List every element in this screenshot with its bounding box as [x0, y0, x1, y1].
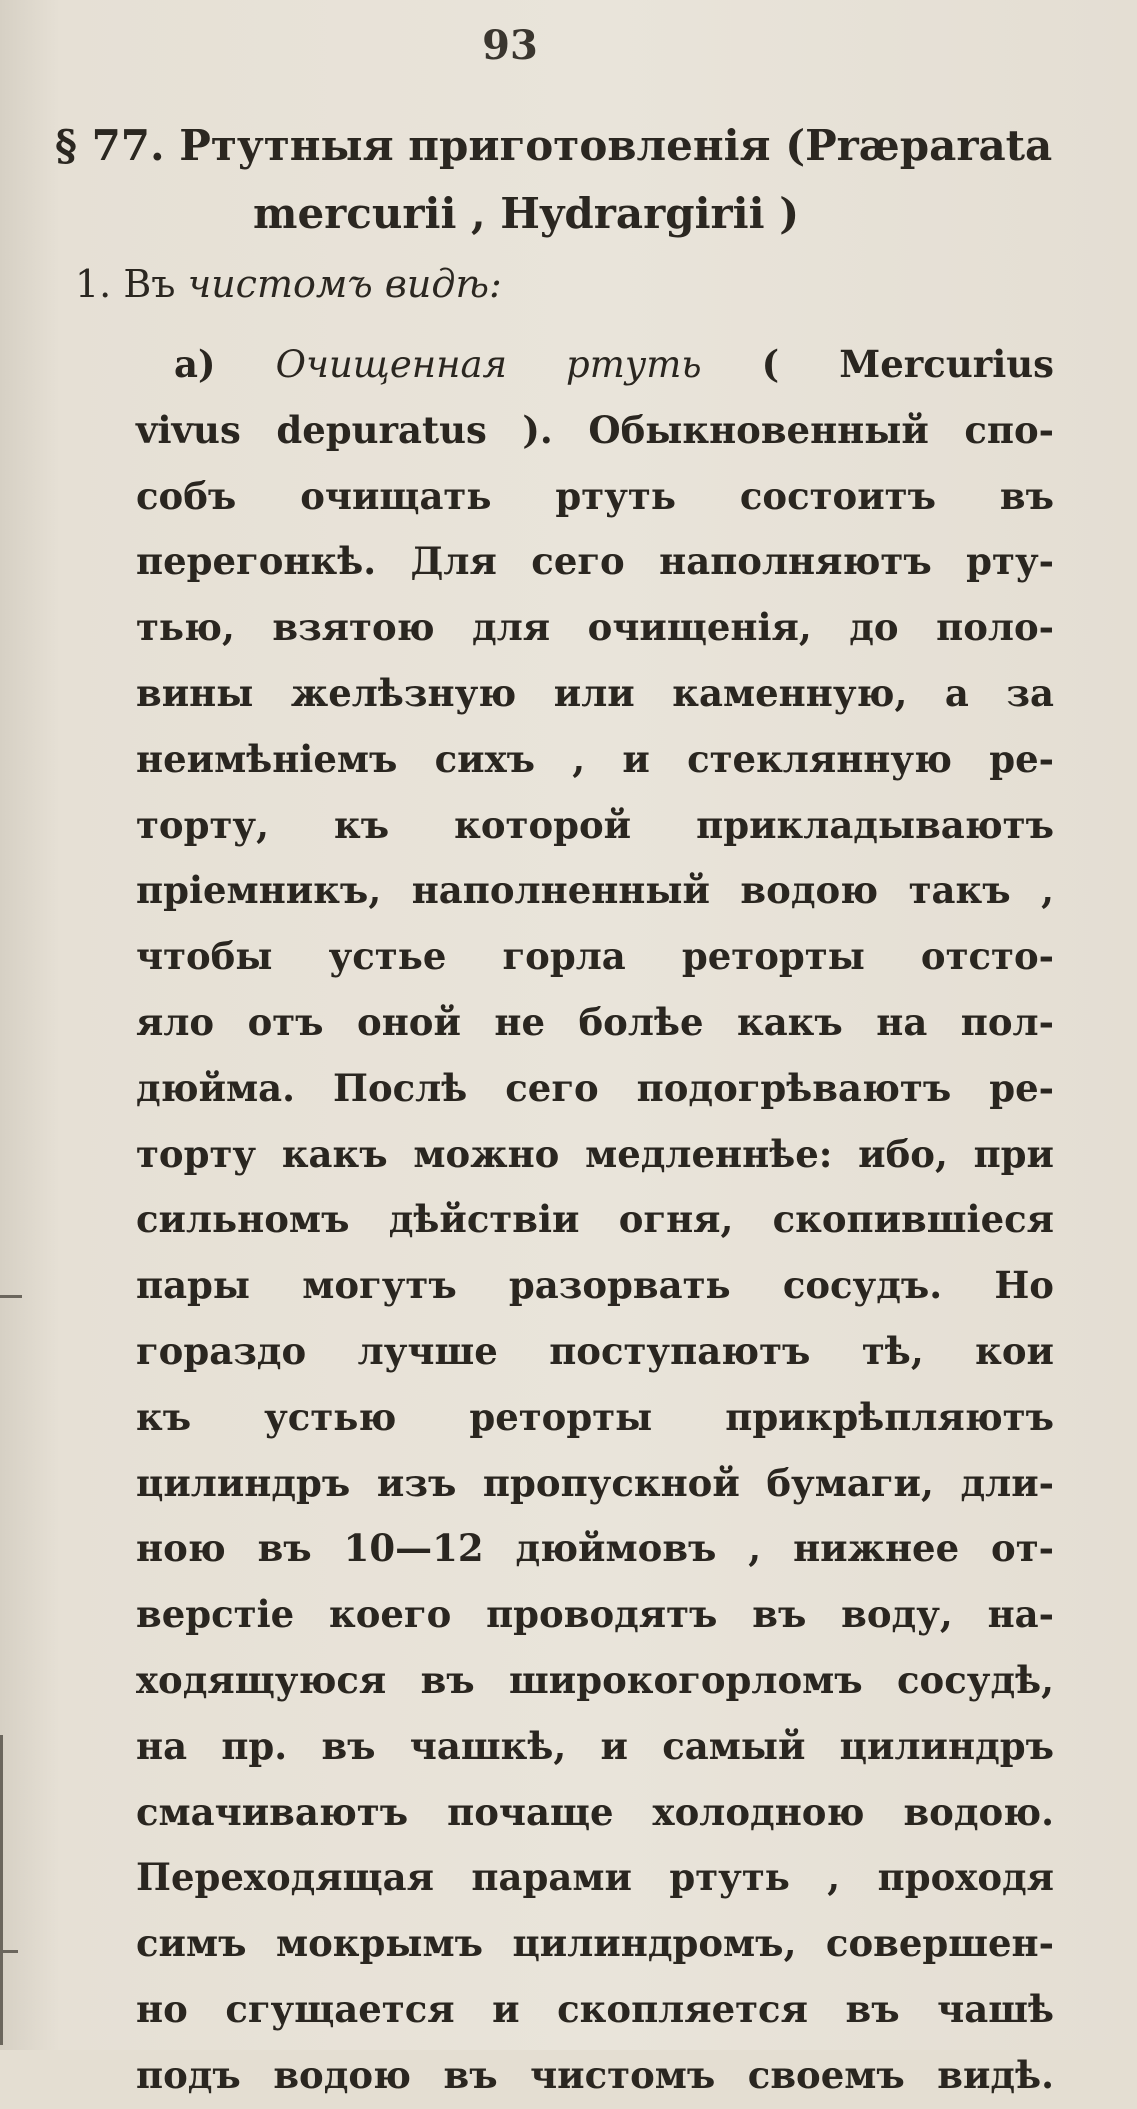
text-line: торту, къ которой прикладываютъ: [136, 802, 1054, 847]
text-line: чтобы устье горла реторты отсто-: [136, 934, 1054, 979]
text-line: яло отъ оной не болѣе какъ на пол-: [136, 999, 1054, 1044]
text-line: вины желѣзную или каменную, а за: [136, 670, 1054, 715]
text-line: vivus depuratus ). Обыкновенный спо-: [136, 407, 1054, 452]
text-line: [136, 332, 1054, 398]
subheading-italic: чистомъ видѣ:: [187, 262, 502, 306]
text-line: но сгущается и скопляется въ чашѣ: [136, 1986, 1054, 2031]
text-line: подъ водою въ чистомъ своемъ видѣ.: [136, 2052, 1054, 2097]
left-edge-mark: [0, 1950, 18, 1953]
text-line: тью, взятою для очищенія, до поло-: [136, 605, 1054, 650]
text-line-content: ( Mercurius: [761, 342, 1054, 386]
item-title: Очищенная ртуть: [275, 343, 702, 386]
text-line: сильномъ дѣйствіи огня, скопившіеся: [136, 1197, 1054, 1242]
text-line: торту какъ можно медленнѣе: ибо, при: [136, 1131, 1054, 1176]
text-line: къ устью реторты прикрѣпляютъ: [136, 1394, 1054, 1439]
text-line: на пр. въ чашкѣ, и самый цилиндръ: [136, 1723, 1054, 1768]
text-line: перегонкѣ. Для сего наполняютъ рту-: [136, 539, 1054, 584]
text-line: цилиндръ изъ пропускной бумаги, дли-: [136, 1460, 1054, 1505]
subheading: [75, 262, 502, 306]
left-edge-mark: [0, 1295, 22, 1298]
text-line: пріемникъ, наполненный водою такъ ,: [136, 868, 1054, 913]
text-line: ною въ 10—12 дюймовъ , нижнее от-: [136, 1526, 1054, 1571]
text-line: гораздо лучше поступаютъ тѣ, кои: [136, 1328, 1054, 1373]
section-heading-line-2: mercurii , Hydrargirii ): [253, 189, 800, 238]
paragraph-body: [136, 332, 1054, 2109]
subheading-prefix: Въ: [123, 262, 176, 306]
text-line: симъ мокрымъ цилиндромъ, совершен-: [136, 1921, 1054, 1966]
text-line: пары могутъ разорвать сосудъ. Но: [136, 1263, 1054, 1308]
text-line: собъ очищать ртуть состоитъ въ: [136, 473, 1054, 518]
text-line: ходящуюся въ широкогорломъ сосудѣ,: [136, 1657, 1054, 1702]
item-marker: а): [174, 342, 216, 386]
text-line: верстіе коего проводятъ въ воду, на-: [136, 1592, 1054, 1637]
section-heading-line-1: § 77. Ртутныя приготовленія (Præparata: [55, 121, 1053, 170]
text-line: дюйма. Послѣ сего подогрѣваютъ ре-: [136, 1065, 1054, 1110]
text-line: неимѣніемъ сихъ , и стеклянную ре-: [136, 736, 1054, 781]
section-heading: [55, 112, 1065, 248]
subheading-number: 1.: [75, 262, 112, 306]
page-number: 93: [482, 22, 538, 69]
text-line: Переходящая парами ртуть , проходя: [136, 1855, 1054, 1900]
left-edge-mark: [0, 1735, 3, 2045]
text-line: смачиваютъ почаще холодною водою.: [136, 1789, 1054, 1834]
